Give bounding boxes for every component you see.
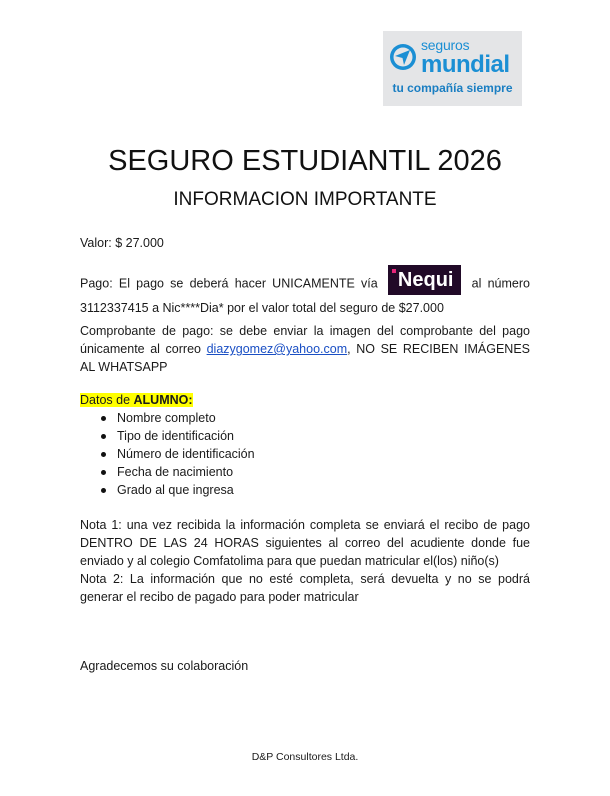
- nequi-dot-icon: [392, 269, 396, 273]
- logo-brand-top: seguros: [421, 37, 470, 53]
- datos-label-highlight: [80, 393, 193, 407]
- page-subtitle: INFORMACION IMPORTANTE: [173, 189, 437, 210]
- list-item: [80, 463, 255, 481]
- bullet-icon: [101, 452, 106, 457]
- list-item: [80, 409, 255, 427]
- logo-tagline: tu compañía siempre: [392, 81, 513, 95]
- seguros-mundial-logo: [383, 31, 522, 106]
- comprobante-text-after: , NO SE RECIBEN IMÁGENES AL WHATSAPP: [80, 342, 530, 374]
- bullet-icon: [101, 416, 106, 421]
- list-item-text: Tipo de identificación: [117, 429, 234, 443]
- page-title: SEGURO ESTUDIANTIL 2026: [108, 145, 502, 177]
- nota-1: Nota 1: una vez recibida la información completa se enviará el recibo de pago DENTRO DE LAS 24 HORAS siguientes al correo del acudiente donde fue enviado y al colegio Comfatolima para que puedan matricular el(los) niño(s): [80, 518, 530, 568]
- list-item: [80, 481, 255, 499]
- agradecimiento-text: Agradecemos su colaboración: [80, 659, 249, 673]
- pago-text-before: Pago: El pago se deberá hacer UNICAMENTE vía: [80, 276, 378, 291]
- list-item-text: Número de identificación: [117, 447, 255, 461]
- footer-text: D&P Consultores Ltda.: [251, 751, 359, 763]
- list-item-text: Nombre completo: [117, 411, 216, 425]
- valor-text: Valor: $ 27.000: [80, 236, 164, 250]
- comprobante-text-before: Comprobante de pago: se debe enviar la imagen del comprobante del pago únicamente al correo: [80, 324, 530, 356]
- list-item-text: Grado al que ingresa: [117, 483, 234, 497]
- list-item: [80, 427, 255, 445]
- logo-brand-main: mundial: [421, 51, 510, 78]
- pago-text-after: al número 3112337415 a Nic****Dia* por el valor total del seguro de $27.000: [80, 276, 530, 315]
- datos-label: Datos de: [80, 393, 134, 407]
- list-item-text: Fecha de nacimiento: [117, 465, 234, 479]
- list-item: [80, 445, 255, 463]
- nequi-logo-text: Nequi: [397, 269, 454, 291]
- datos-heading: [80, 391, 530, 409]
- compass-icon: [388, 42, 418, 72]
- comprobante-paragraph: [80, 322, 530, 376]
- nequi-logo: [388, 265, 462, 295]
- datos-label-bold: ALUMNO:: [133, 393, 193, 407]
- bullet-icon: [101, 470, 106, 475]
- email-link[interactable]: diazygomez@yahoo.com: [206, 342, 348, 356]
- nota-2: Nota 2: La información que no esté completa, será devuelta y no se podrá generar el recibo de pagado para poder matricular: [80, 572, 530, 604]
- pago-paragraph: [80, 269, 530, 317]
- logo-brand-area: [383, 31, 522, 81]
- bullet-icon: [101, 488, 106, 493]
- bullet-icon: [101, 434, 106, 439]
- datos-list: [80, 409, 255, 499]
